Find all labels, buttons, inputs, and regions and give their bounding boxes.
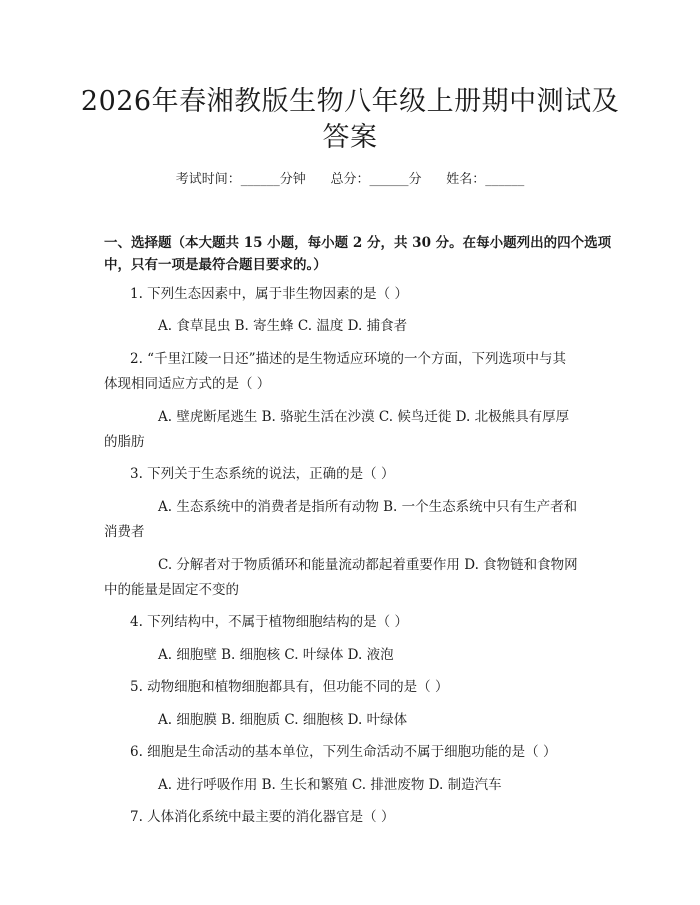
question-2-continued: 体现相同适应方式的是（ ） bbox=[104, 376, 271, 392]
question-3-options-cd-continued: 中的能量是固定不变的 bbox=[104, 582, 239, 598]
question-3-options-ab: A. 生态系统中的消费者是指所有动物 B. 一个生态系统中只有生产者和 bbox=[158, 499, 578, 515]
question-6-options: A. 进行呼吸作用 B. 生长和繁殖 C. 排泄废物 D. 制造汽车 bbox=[158, 777, 502, 793]
question-4: 4. 下列结构中，不属于植物细胞结构的是（ ） bbox=[130, 614, 408, 630]
page-title: 2026年春湘教版生物八年级上册期中测试及答案 bbox=[80, 86, 620, 153]
exam-meta-line: 考试时间：______分钟 总分：______分 姓名：______ bbox=[175, 172, 525, 187]
question-1: 1. 下列生态因素中，属于非生物因素的是（ ） bbox=[130, 286, 408, 302]
question-2: 2. “千里江陵一日还”描述的是生物适应环境的一个方面，下列选项中与其 bbox=[130, 351, 566, 367]
question-3-options-cd: C. 分解者对于物质循环和能量流动都起着重要作用 D. 食物链和食物网 bbox=[158, 557, 578, 573]
question-6: 6. 细胞是生命活动的基本单位，下列生命活动不属于细胞功能的是（ ） bbox=[130, 744, 557, 760]
question-4-options: A. 细胞壁 B. 细胞核 C. 叶绿体 D. 液泡 bbox=[158, 647, 394, 663]
question-2-options: A. 壁虎断尾逃生 B. 骆驼生活在沙漠 C. 候鸟迁徙 D. 北极熊具有厚厚 bbox=[158, 409, 570, 425]
question-5-options: A. 细胞膜 B. 细胞质 C. 细胞核 D. 叶绿体 bbox=[158, 712, 408, 728]
question-3-options-ab-continued: 消费者 bbox=[104, 524, 145, 540]
question-1-options: A. 食草昆虫 B. 寄生蜂 C. 温度 D. 捕食者 bbox=[158, 318, 408, 334]
question-3: 3. 下列关于生态系统的说法，正确的是（ ） bbox=[130, 466, 395, 482]
question-7: 7. 人体消化系统中最主要的消化器官是（ ） bbox=[130, 809, 395, 825]
question-2-options-continued: 的脂肪 bbox=[104, 434, 145, 450]
question-5: 5. 动物细胞和植物细胞都具有，但功能不同的是（ ） bbox=[130, 679, 449, 695]
section-heading: 一、选择题（本大题共 15 小题，每小题 2 分，共 30 分。在每小题列出的四个选项中，只有一项是最符合题目要求的。） bbox=[104, 235, 612, 273]
